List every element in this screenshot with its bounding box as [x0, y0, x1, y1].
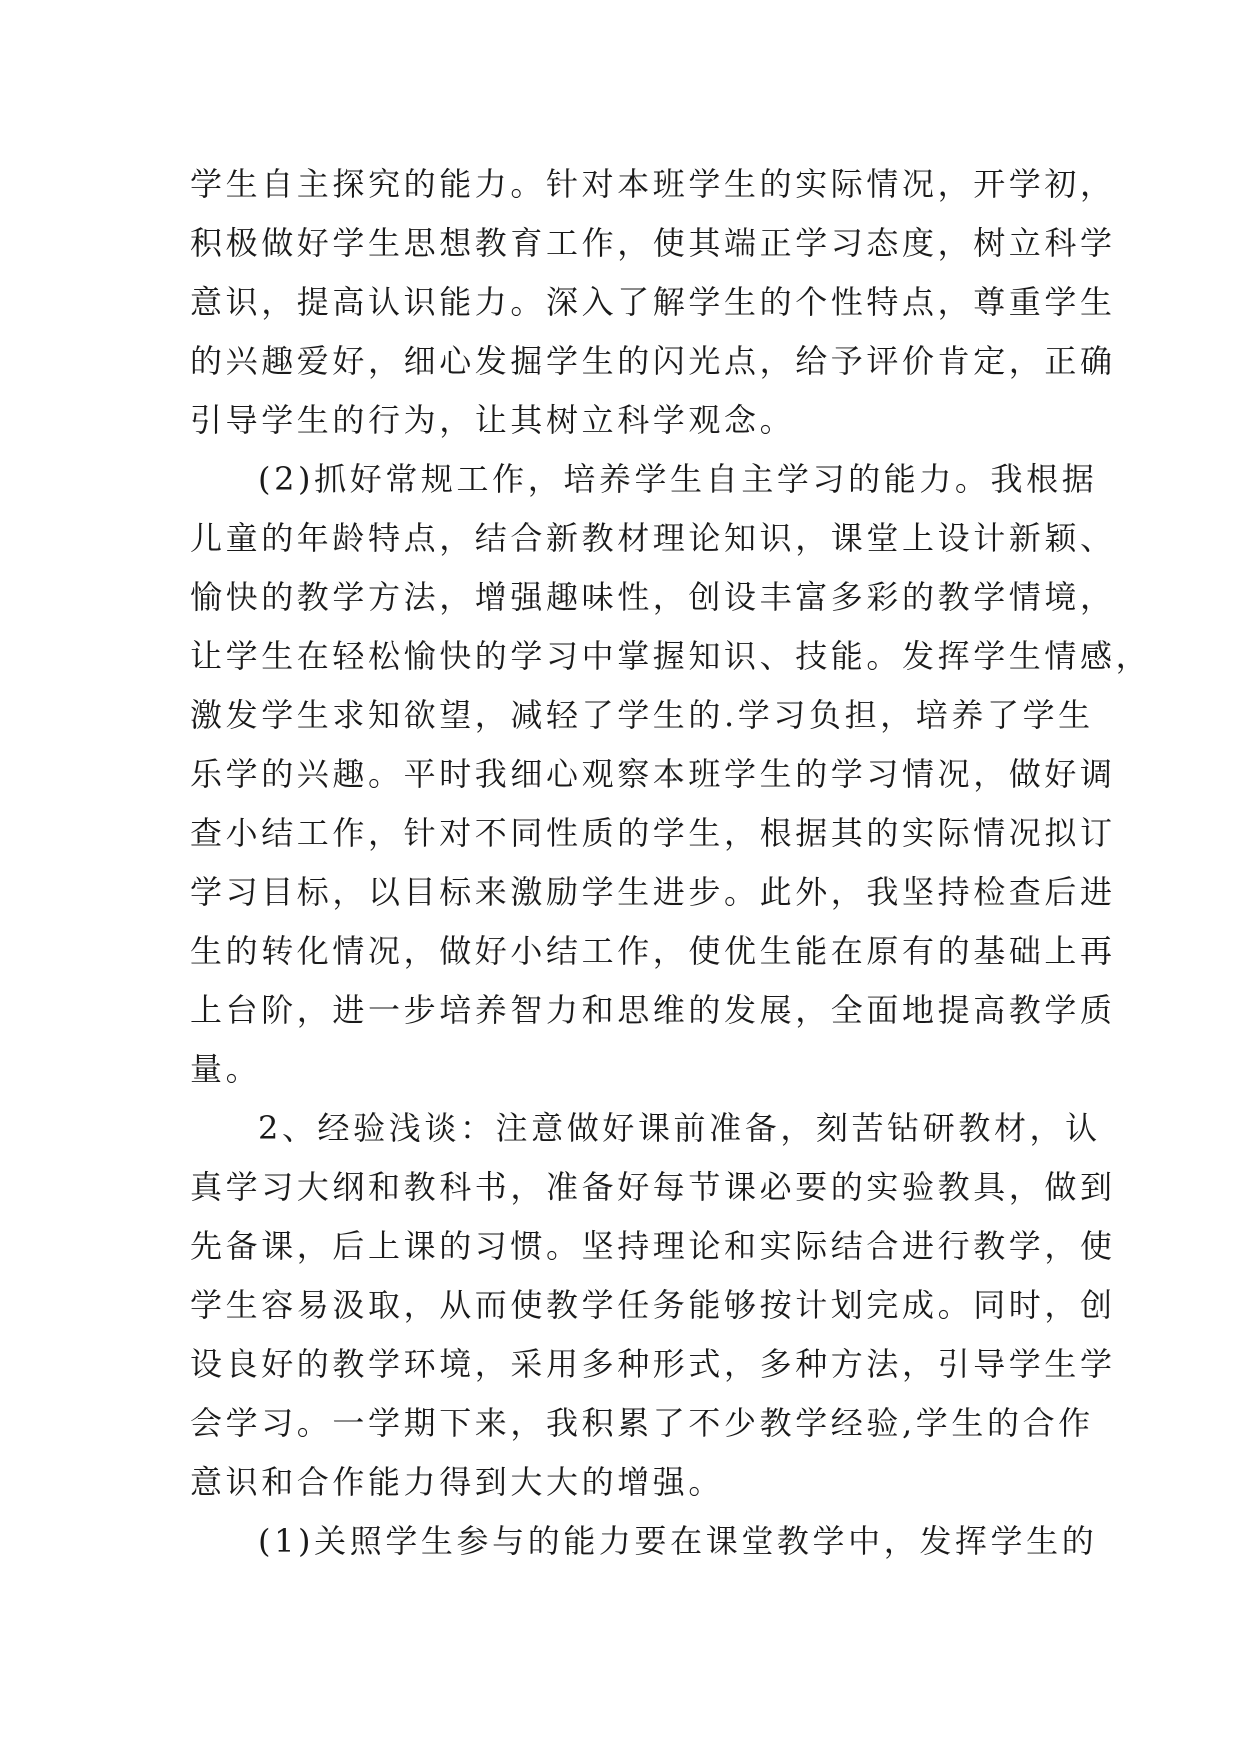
text-line: 的兴趣爱好，细心发掘学生的闪光点，给予评价肯定，正确	[190, 342, 1116, 380]
text-line: 意识，提高认识能力。深入了解学生的个性特点，尊重学生	[190, 283, 1116, 321]
text-line: 真学习大纲和教科书，准备好每节课必要的实验教具，做到	[190, 1168, 1116, 1206]
text-line: 引导学生的行为，让其树立科学观念。	[190, 401, 796, 439]
text-line: 设良好的教学环境，采用多种形式，多种方法，引导学生学	[190, 1345, 1116, 1383]
text-line: (2)抓好常规工作，培养学生自主学习的能力。我根据	[258, 460, 1098, 498]
document-body	[190, 155, 1152, 1571]
text-line: 乐学的兴趣。平时我细心观察本班学生的学习情况，做好调	[190, 755, 1116, 793]
text-line: 儿童的年龄特点，结合新教材理论知识，课堂上设计新颖、	[190, 519, 1116, 557]
text-line: 激发学生求知欲望，减轻了学生的.学习负担，培养了学生	[190, 696, 1094, 734]
text-line: 积极做好学生思想教育工作，使其端正学习态度，树立科学	[190, 224, 1116, 262]
text-line: 愉快的教学方法，增强趣味性，创设丰富多彩的教学情境，	[190, 578, 1116, 616]
text-line: 让学生在轻松愉快的学习中掌握知识、技能。发挥学生情感，	[190, 637, 1152, 675]
text-line: 会学习。一学期下来，我积累了不少教学经验,学生的合作	[190, 1404, 1094, 1442]
text-line: 查小结工作，针对不同性质的学生，根据其的实际情况拟订	[190, 814, 1116, 852]
text-line: 量。	[190, 1050, 262, 1088]
text-line: 学生容易汲取，从而使教学任务能够按计划完成。同时，创	[190, 1286, 1116, 1324]
text-line: 先备课，后上课的习惯。坚持理论和实际结合进行教学，使	[190, 1227, 1116, 1265]
text-line: 生的转化情况，做好小结工作，使优生能在原有的基础上再	[190, 932, 1116, 970]
text-line: 2、经验浅谈：注意做好课前准备，刻苦钻研教材，认	[258, 1109, 1101, 1147]
text-line: (1)关照学生参与的能力要在课堂教学中，发挥学生的	[258, 1522, 1098, 1560]
text-line: 学生自主探究的能力。针对本班学生的实际情况，开学初，	[190, 165, 1116, 203]
text-line: 上台阶，进一步培养智力和思维的发展，全面地提高教学质	[190, 991, 1116, 1029]
text-line: 学习目标，以目标来激励学生进步。此外，我坚持检查后进	[190, 873, 1116, 911]
text-line: 意识和合作能力得到大大的增强。	[190, 1463, 725, 1501]
